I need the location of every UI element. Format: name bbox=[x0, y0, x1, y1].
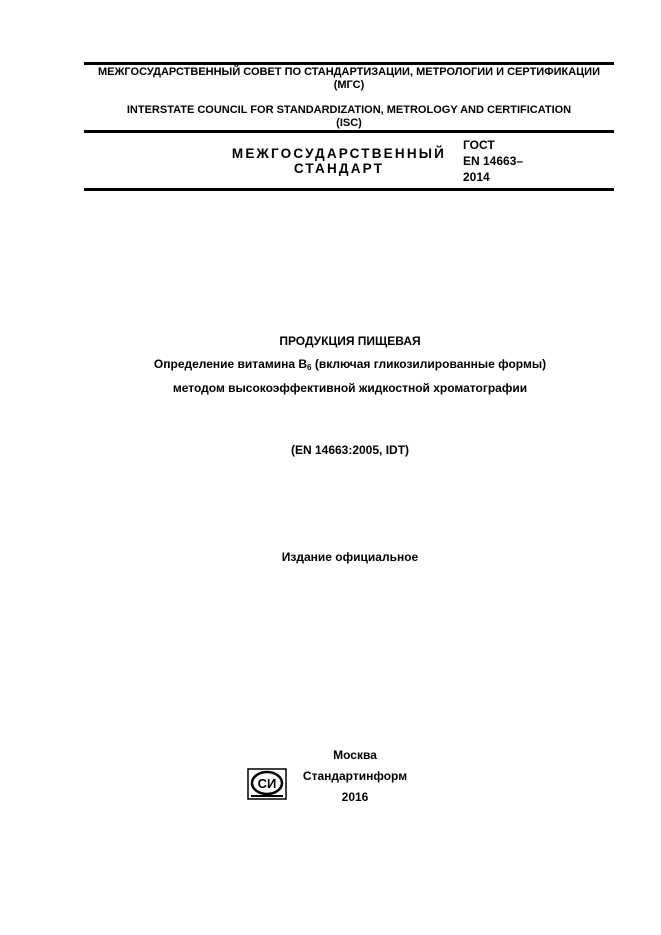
mid-rule bbox=[84, 130, 614, 133]
publisher-city: Москва bbox=[333, 748, 377, 762]
gost-designation-line3: 2014 bbox=[463, 170, 490, 184]
council-ru-abbr: (МГС) bbox=[333, 79, 365, 91]
gost-designation-line2: EN 14663– bbox=[463, 154, 524, 168]
equivalence-note: (EN 14663:2005, IDT) bbox=[290, 443, 410, 457]
standard-type-line1: МЕЖГОСУДАРСТВЕННЫЙ bbox=[231, 146, 447, 161]
gost-designation-line1: ГОСТ bbox=[463, 138, 495, 152]
doc-subtitle-1 bbox=[0, 357, 661, 375]
publisher-year: 2016 bbox=[341, 790, 369, 804]
doc-subtitle-1-suffix: (включая гликозилированные формы) bbox=[311, 357, 547, 371]
council-en: INTERSTATE COUNCIL FOR STANDARDIZATION, METROLOGY AND CERTIFICATION bbox=[126, 104, 572, 116]
top-rule bbox=[84, 62, 614, 65]
doc-subtitle-1-subscript: 6 bbox=[307, 363, 312, 372]
publisher-name: Стандартинформ bbox=[302, 769, 408, 783]
standard-type-line2: СТАНДАРТ bbox=[293, 161, 385, 176]
council-ru: МЕЖГОСУДАРСТВЕННЫЙ СОВЕТ ПО СТАНДАРТИЗАЦИИ, МЕТРОЛОГИИ И СЕРТИФИКАЦИИ bbox=[97, 66, 600, 78]
publisher-logo-icon bbox=[247, 768, 287, 800]
publisher-logo bbox=[247, 768, 287, 800]
edition-note: Издание официальное bbox=[281, 550, 419, 564]
bottom-rule bbox=[84, 188, 614, 191]
doc-title: ПРОДУКЦИЯ ПИЩЕВАЯ bbox=[279, 334, 421, 348]
council-en-abbr: (ISC) bbox=[336, 117, 362, 129]
doc-subtitle-2: методом высокоэффективной жидкостной хроматографии bbox=[172, 381, 528, 395]
doc-subtitle-1-prefix: Определение витамина B bbox=[153, 357, 308, 371]
publisher-logo-text: СИ bbox=[257, 776, 277, 791]
